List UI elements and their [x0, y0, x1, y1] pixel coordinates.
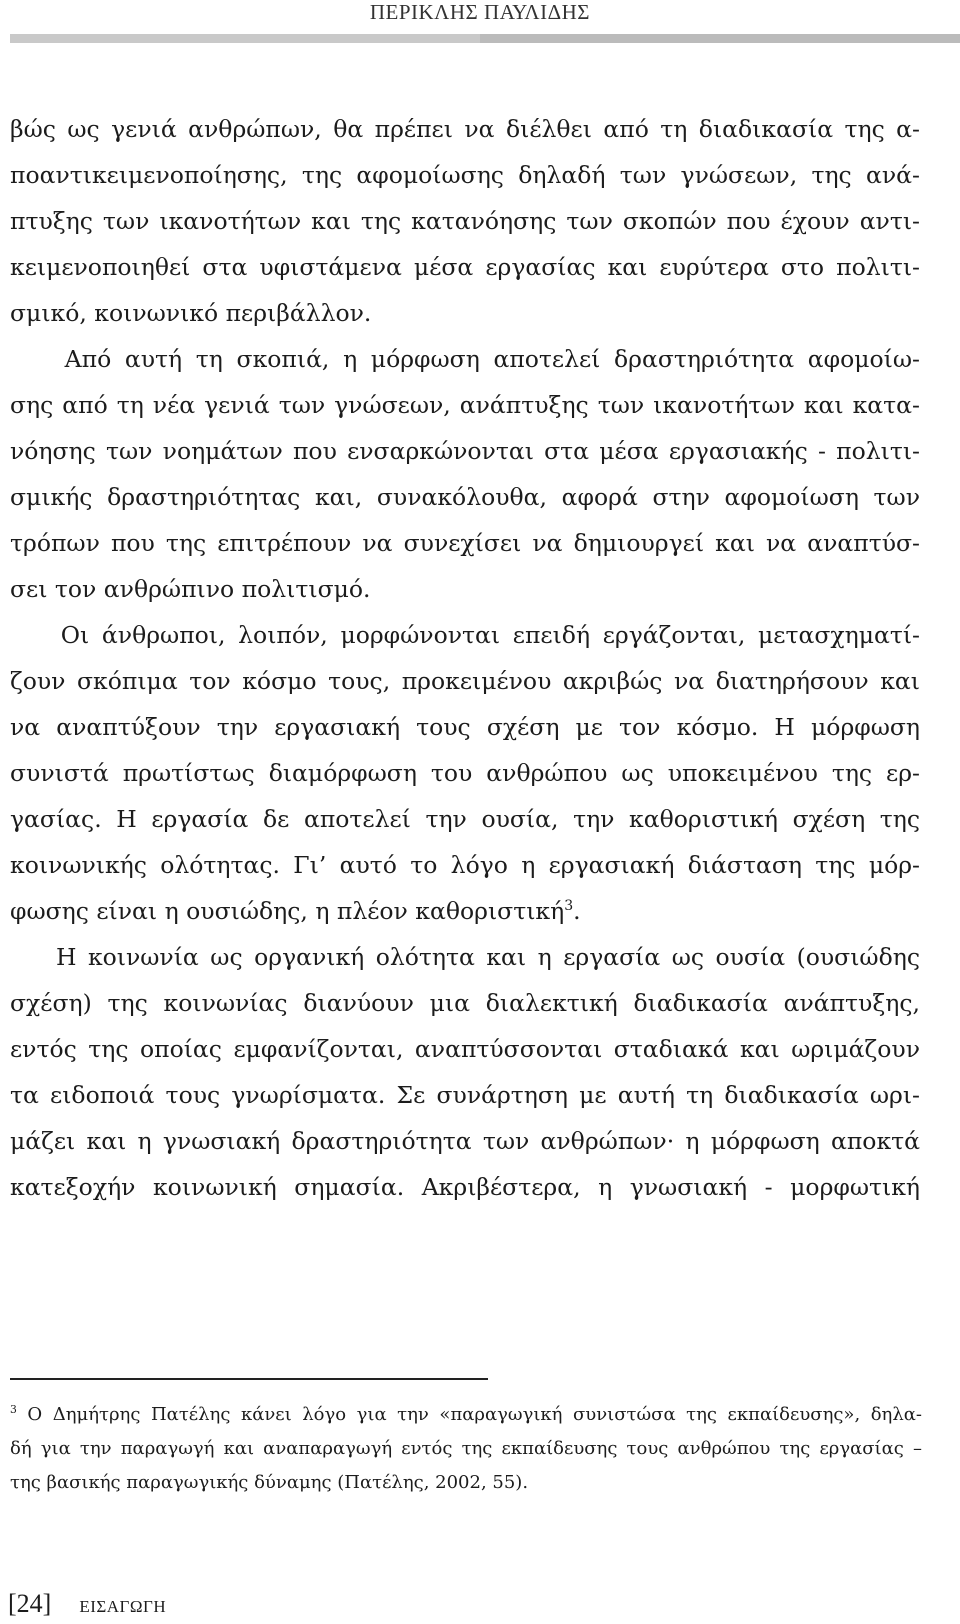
body-text	[10, 106, 920, 1210]
text-line: φωσης είναι η ουσιώδης, η πλέον καθοριστική	[10, 897, 565, 925]
text-line: τα ειδοποιά τους γνωρίσματα. Σε συνάρτηση με αυτή τη διαδικασία ωρι-	[10, 1081, 920, 1109]
text-line: εντός της οποίας εμφανίζονται, αναπτύσσονται σταδιακά και ωριμάζουν	[10, 1035, 920, 1063]
text-line: γασίας. Η εργασία δε αποτελεί την ουσία, την καθοριστική σχέση της	[10, 805, 920, 833]
text-line: βώς ως γενιά ανθρώπων, θα πρέπει να διέλθει από τη διαδικασία της α-	[10, 115, 920, 143]
footnote-text: Ο Δημήτρης Πατέλης κάνει λόγο για την «παραγωγική συνιστώσα της εκπαίδευσης», δηλα-	[16, 1404, 922, 1425]
text-line: Η κοινωνία ως οργανική ολότητα και η εργασία ως ουσία (ουσιώδης	[10, 943, 920, 971]
text-line: νόησης των νοημάτων που ενσαρκώνονται στα μέσα εργασιακής - πολιτι-	[10, 437, 920, 465]
footnote-line: της βασικής παραγωγικής δύναμης (Πατέλης, 2002, 55).	[10, 1472, 529, 1493]
footnote-marker: 3	[10, 1403, 17, 1416]
footnote-line: δή για την παραγωγή και αναπαραγωγή εντός της εκπαίδευσης τους ανθρώπου της εργασίας –	[10, 1438, 922, 1459]
text-line: σμικό, κοινωνικό περιβάλλον.	[10, 299, 372, 327]
text-line: Από αυτή τη σκοπιά, η μόρφωση αποτελεί δραστηριότητα αφομοίω-	[10, 345, 920, 373]
text-line: σης από τη νέα γενιά των γνώσεων, ανάπτυξης των ικανοτήτων και κατα-	[10, 391, 920, 419]
text-line: Οι άνθρωποι, λοιπόν, μορφώνονται επειδή εργάζονται, μετασχηματί-	[10, 621, 920, 649]
text-line: ποαντικειμενοποίησης, της αφομοίωσης δηλαδή των γνώσεων, της ανά-	[10, 161, 920, 189]
page-number: [24]	[8, 1589, 52, 1618]
text-line: σχέση) της κοινωνίας διανύουν μια διαλεκτική διαδικασία ανάπτυξης,	[10, 989, 920, 1017]
text-line: ζουν σκόπιμα τον κόσμο τους, προκειμένου ακριβώς να διατηρήσουν και	[10, 667, 920, 695]
text-line: τρόπων που της επιτρέπουν να συνεχίσει να δημιουργεί και να αναπτύσ-	[10, 529, 920, 557]
text-line: κατεξοχήν κοινωνική σημασία. Ακριβέστερα, η γνωσιακή - μορφωτική	[10, 1173, 920, 1201]
text-line: κοινωνικής ολότητας. Γι’ αυτό το λόγο η εργασιακή διάσταση της μόρ-	[10, 851, 920, 879]
footnote	[10, 1398, 922, 1500]
header-rule-right	[480, 34, 960, 43]
text-line: να αναπτύξουν την εργασιακή τους σχέση με τον κόσμο. Η μόρφωση	[10, 713, 920, 741]
text-line: μάζει και η γνωσιακή δραστηριότητα των ανθρώπων· η μόρφωση αποκτά	[10, 1127, 920, 1155]
footnote-rule	[10, 1378, 488, 1380]
running-title: ΠΕΡΙΚΛΗΣ ΠΑΥΛΙΔΗΣ	[369, 0, 590, 24]
footnote-line	[10, 1398, 922, 1432]
page-footer	[8, 1588, 166, 1623]
sentence-end: .	[573, 897, 581, 925]
text-line: σμικής δραστηριότητας και, συνακόλουθα, αφορά στην αφομοίωση των	[10, 483, 920, 511]
text-line: σει τον ανθρώπινο πολιτισμό.	[10, 575, 371, 603]
footnote-reference[interactable]: 3	[564, 898, 574, 915]
section-name: ΕΙΣΑΓΩΓΗ	[79, 1597, 167, 1616]
text-line: πτυξης των ικανοτήτων και της κατανόησης των σκοπών που έχουν αντι-	[10, 207, 920, 235]
text-line-with-footnote	[10, 888, 920, 934]
text-line: κειμενοποιηθεί στα υφιστάμενα μέσα εργασίας και ευρύτερα στο πολιτι-	[10, 253, 920, 281]
text-line: συνιστά πρωτίστως διαμόρφωση του ανθρώπου ως υποκειμένου της ερ-	[10, 759, 920, 787]
header-rule	[10, 34, 480, 43]
